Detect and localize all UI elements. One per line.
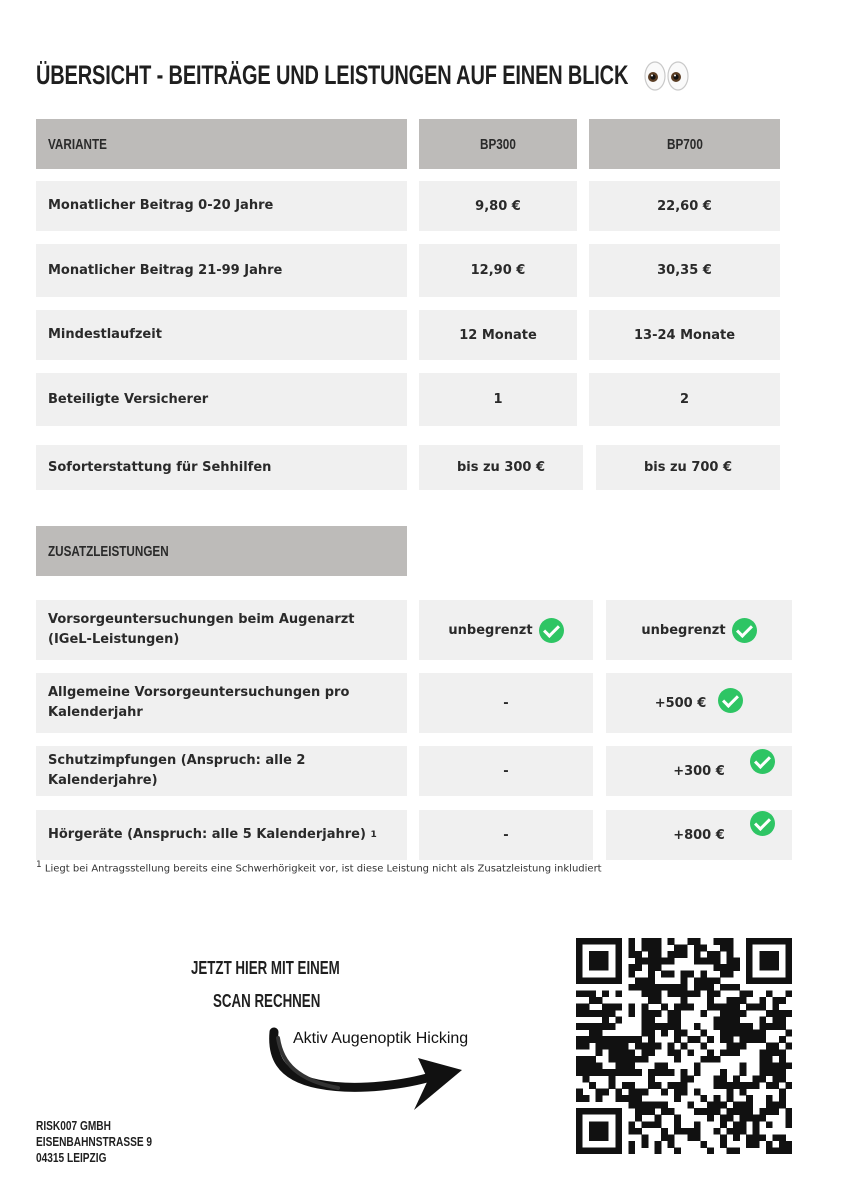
checkmark-icon: [732, 618, 757, 643]
table-header-bp300: BP300: [419, 119, 577, 169]
row-label: Monatlicher Beitrag 0-20 Jahre: [36, 181, 407, 231]
extra-value-bp300: -: [419, 746, 593, 796]
row-value-bp700: 13-24 Monate: [589, 310, 780, 360]
company-street: EISENBAHNSTRASSE 9: [36, 1134, 153, 1149]
extra-value-bp700: [606, 673, 792, 733]
checkmark-icon: [539, 618, 564, 643]
row-value-bp700: 22,60 €: [589, 181, 780, 231]
row-value-bp300: 1: [419, 373, 577, 426]
row-label: Beteiligte Versicherer: [36, 373, 407, 426]
shop-name: Aktiv Augenoptik Hicking: [293, 1030, 469, 1047]
extras-header: ZUSATZLEISTUNGEN: [36, 526, 407, 576]
extra-label-text: Hörgeräte (Anspruch: alle 5 Kalenderjahre): [48, 827, 366, 842]
checkmark-icon: [750, 811, 775, 836]
footnote-marker: 1: [370, 830, 377, 840]
extra-value-bp300: -: [419, 810, 593, 860]
footnote: [36, 860, 602, 874]
extra-label: Allgemeine Vorsorgeuntersuchungen pro Kalenderjahr: [36, 673, 407, 733]
table-header-bp700: BP700: [589, 119, 780, 169]
extra-value-bp700: [606, 600, 792, 660]
row-value-bp300: bis zu 300 €: [419, 445, 583, 490]
company-city: 04315 LEIPZIG: [36, 1150, 107, 1165]
row-label: Monatlicher Beitrag 21-99 Jahre: [36, 244, 407, 297]
eyes-emoji-icon: [644, 58, 690, 94]
cta-line1: JETZT HIER MIT EINEM: [191, 958, 340, 978]
extra-value-bp700: +300 €: [606, 746, 792, 796]
row-value-bp700: bis zu 700 €: [596, 445, 780, 490]
row-value-bp300: 9,80 €: [419, 181, 577, 231]
row-label: Soforterstattung für Sehhilfen: [36, 445, 407, 490]
extra-label: [36, 810, 407, 860]
extra-value-text: unbegrenzt: [641, 622, 726, 638]
extra-value-bp700: +800 €: [606, 810, 792, 860]
checkmark-icon: [750, 749, 775, 774]
qr-code[interactable]: [576, 938, 792, 1154]
row-value-bp700: 2: [589, 373, 780, 426]
extra-value-text: +500 €: [654, 695, 707, 711]
cta-line2: SCAN RECHNEN: [213, 991, 321, 1011]
extra-label: Schutzimpfungen (Anspruch: alle 2 Kalenderjahre): [36, 746, 407, 796]
footnote-text: Liegt bei Antragsstellung bereits eine Schwerhörigkeit vor, ist diese Leistung nicht als Zusatzleistung inkludiert: [44, 863, 602, 875]
footnote-mark: 1: [36, 860, 42, 870]
extra-value-bp300: -: [419, 673, 593, 733]
row-value-bp700: 30,35 €: [589, 244, 780, 297]
company-address: [36, 1118, 152, 1166]
row-value-bp300: 12 Monate: [419, 310, 577, 360]
table-header-variant: VARIANTE: [36, 119, 407, 169]
extra-value-text: unbegrenzt: [448, 622, 533, 638]
extra-label: Vorsorgeuntersuchungen beim Augenarzt (IGeL-Leistungen): [36, 600, 407, 660]
page-title: ÜBERSICHT - BEITRÄGE UND LEISTUNGEN AUF EINEN BLICK: [36, 60, 629, 90]
row-label: Mindestlaufzeit: [36, 310, 407, 360]
row-value-bp300: 12,90 €: [419, 244, 577, 297]
company-name: RISK007 GMBH: [36, 1118, 111, 1133]
extra-value-bp300: [419, 600, 593, 660]
checkmark-icon: [718, 688, 743, 713]
